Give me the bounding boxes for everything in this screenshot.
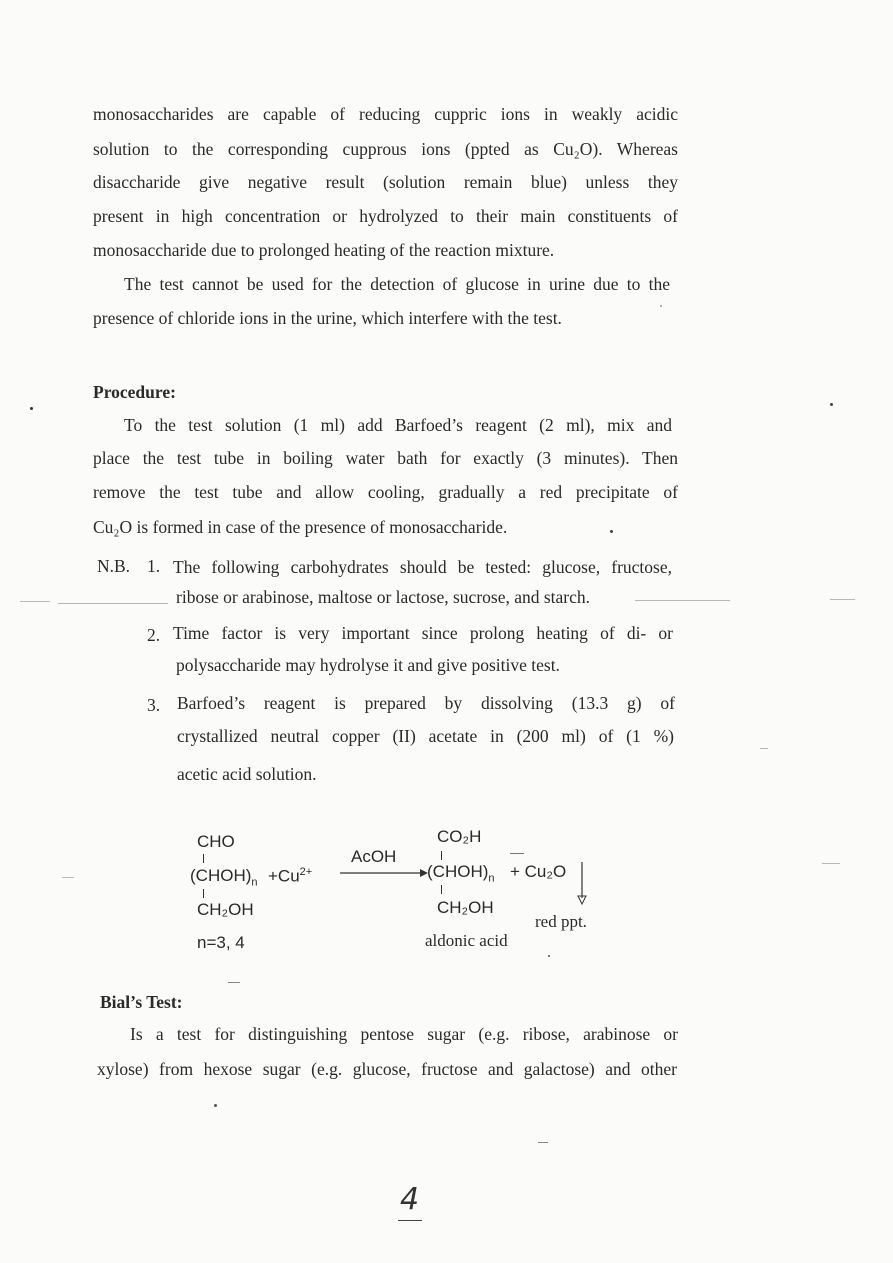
- scan-mark: [62, 877, 74, 878]
- product-middle-group: $(CHOH)_n$: [427, 862, 495, 885]
- scan-speck: [548, 955, 550, 957]
- page-number-underline: [398, 1220, 422, 1221]
- nb-item-2-line-1: Time factor is very important since prolong heating of di- or: [173, 623, 673, 643]
- aldonic-acid-note: aldonic acid: [425, 931, 508, 950]
- precipitate-arrow: [0, 0, 1, 1]
- nb-item-3-line-3: acetic acid solution.: [177, 764, 317, 784]
- scan-mark: [20, 601, 50, 602]
- page-number: 4: [400, 1182, 420, 1217]
- intro-line-4: present in high concentration or hydrolyzed to their main constituents of: [93, 206, 678, 226]
- product-bond-lower: [441, 885, 442, 894]
- scan-mark: [228, 982, 240, 983]
- nb-item-1-line-1: The following carbohydrates should be tested: glucose, fructose,: [173, 557, 672, 577]
- reactant-n-note: n=3, 4: [197, 933, 245, 952]
- reactant-bond-lower: [203, 889, 204, 898]
- nb-item-2-number: 2.: [147, 625, 161, 645]
- reagent-label: AcOH: [351, 847, 397, 866]
- reactant-bond-upper: [203, 854, 204, 863]
- scan-mark: [822, 863, 840, 864]
- red-ppt-note: red ppt.: [535, 912, 587, 931]
- procedure-heading: Procedure:: [93, 382, 176, 402]
- procedure-line-3: remove the test tube and allow cooling, gradually a red precipitate of: [93, 482, 678, 502]
- copper-oxide-product: + Cu₂O: [510, 862, 567, 881]
- scan-speck: [214, 1104, 217, 1107]
- product-bottom-group: CH₂OH: [437, 898, 494, 917]
- reactant-top-group: CHO: [197, 832, 235, 851]
- scan-mark: [635, 600, 730, 601]
- note-line-1: The test cannot be used for the detection of glucose in urine due to the: [124, 274, 670, 294]
- scan-mark: [760, 748, 768, 749]
- bial-line-1: Is a test for distinguishing pentose sugar (e.g. ribose, arabinose or: [130, 1024, 678, 1044]
- nb-item-3-line-1: Barfoed’s reagent is prepared by dissolving (13.3 g) of: [177, 693, 675, 713]
- scan-mark: [58, 603, 168, 604]
- procedure-line-4: Cu₂O is formed in case of the presence of monosaccharide.: [93, 517, 508, 537]
- intro-line-5: monosaccharide due to prolonged heating of the reaction mixture.: [93, 240, 555, 260]
- reactant-bottom-group: CH₂OH: [197, 900, 254, 919]
- nb-item-1-number: 1.: [147, 556, 161, 576]
- scan-speck: [610, 530, 613, 533]
- note-line-2: presence of chloride ions in the urine, which interfere with the test.: [93, 308, 562, 328]
- nb-item-3-number: 3.: [147, 695, 161, 715]
- intro-line-2: solution to the corresponding cupprous ions (ppted as Cu₂O). Whereas: [93, 139, 678, 159]
- intro-line-1: monosaccharides are capable of reducing cuppric ions in weakly acidic: [93, 104, 678, 124]
- scan-speck: [30, 407, 33, 410]
- scan-speck: [660, 305, 662, 307]
- product-bond-upper: [441, 851, 442, 860]
- nb-label: N.B.: [97, 556, 131, 576]
- procedure-line-2: place the test tube in boiling water bath for exactly (3 minutes). Then: [93, 448, 678, 468]
- bial-line-2: xylose) from hexose sugar (e.g. glucose, fructose and galactose) and other: [97, 1059, 677, 1079]
- nb-item-1-line-2: ribose or arabinose, maltose or lactose, sucrose, and starch.: [176, 587, 591, 607]
- scan-mark: [538, 1142, 548, 1143]
- product-top-group: CO₂H: [437, 827, 482, 846]
- reactant-middle-group: $(CHOH)_n$: [190, 866, 258, 889]
- procedure-line-1: To the test solution (1 ml) add Barfoed’s reagent (2 ml), mix and: [124, 415, 672, 435]
- scan-mark: [510, 853, 524, 854]
- intro-line-3: disaccharide give negative result (solution remain blue) unless they: [93, 172, 678, 192]
- copper-ion: $+Cu^{2+}$: [268, 866, 313, 886]
- scan-mark: [830, 599, 855, 600]
- bial-heading: Bial’s Test:: [100, 992, 183, 1012]
- scan-speck: [830, 403, 833, 406]
- nb-item-3-line-2: crystallized neutral copper (II) acetate in (200 ml) of (1 %): [177, 726, 674, 746]
- nb-item-2-line-2: polysaccharide may hydrolyse it and give positive test.: [176, 655, 560, 675]
